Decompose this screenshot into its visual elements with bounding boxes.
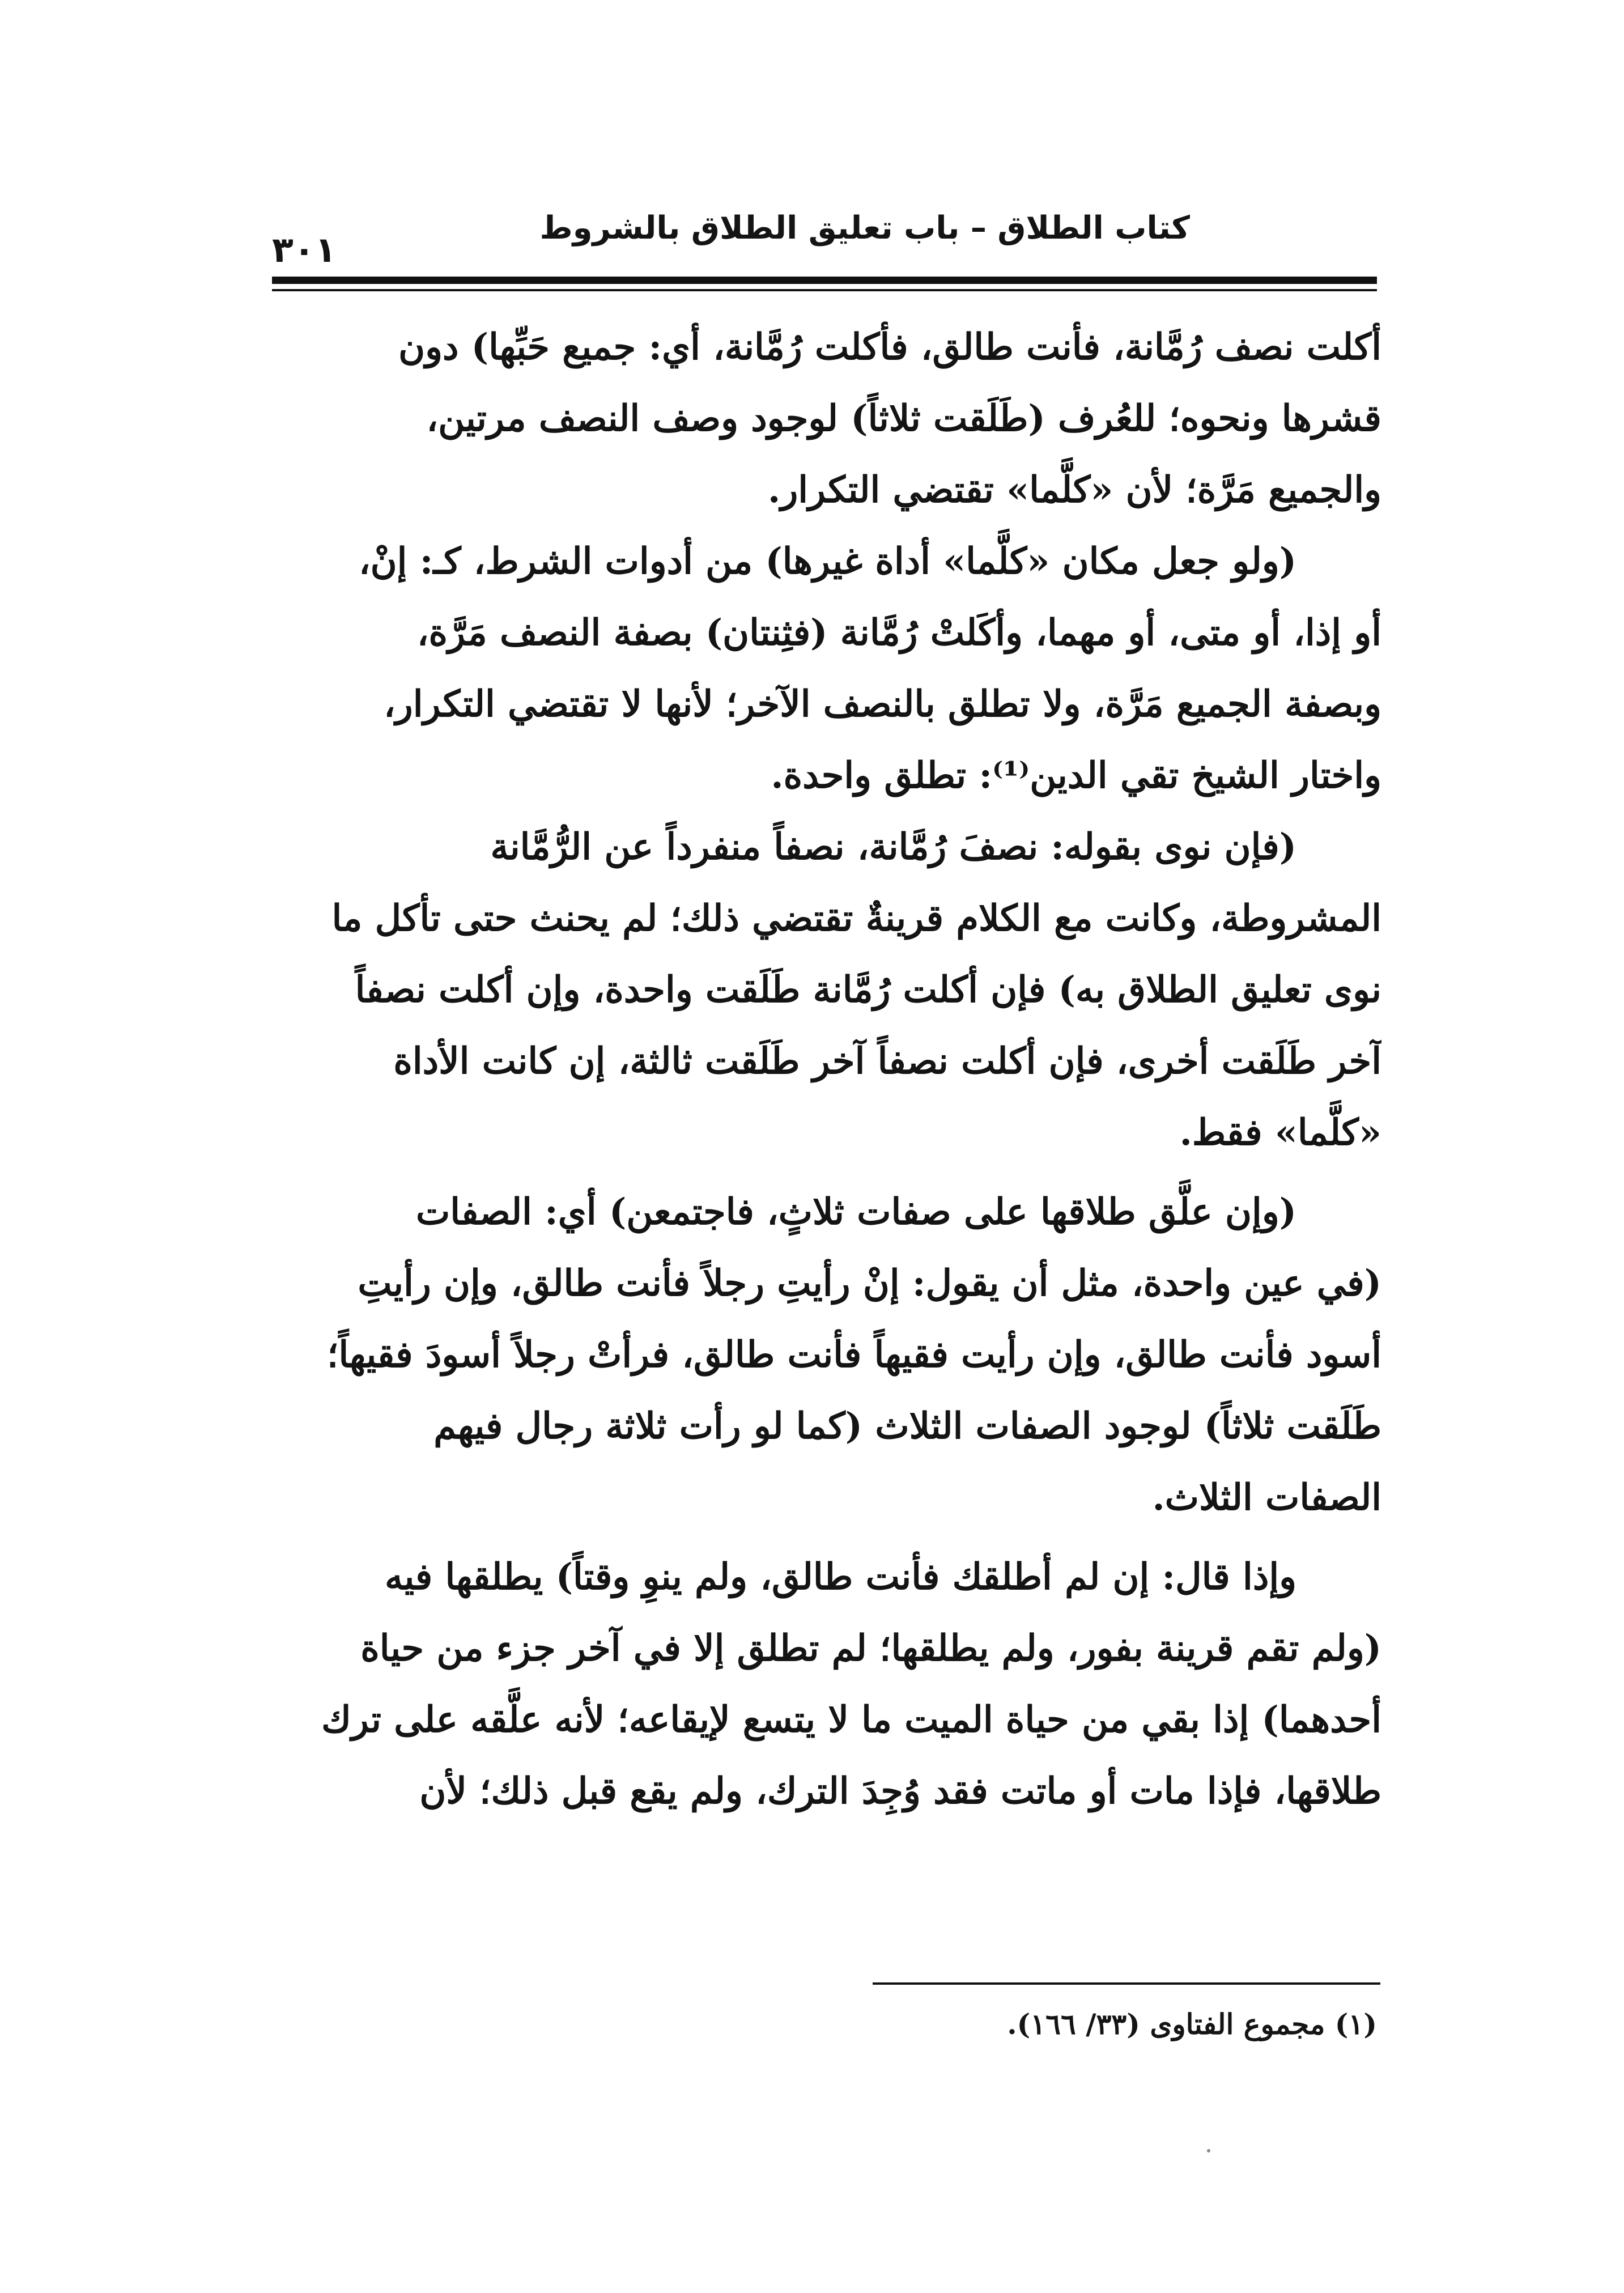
footnote: (١) مجموع الفتاوى (٣٣/ ١٦٦). bbox=[1007, 2007, 1377, 2041]
running-title: كتاب الطلاق – باب تعليق الطلاق بالشروط bbox=[539, 210, 1190, 247]
footnote-separator bbox=[873, 1982, 1380, 1985]
page-number: ٣٠١ bbox=[272, 229, 337, 270]
text-line: قشرها ونحوه؛ للعُرف (طَلَقت ثلاثاً) لوجود وصف النصف مرتين، bbox=[426, 397, 1381, 440]
text-line: الصفات الثلاث. bbox=[1152, 1476, 1381, 1519]
text-line: أحدهما) إذا بقي من حياة الميت ما لا يتسع لإيقاعه؛ لأنه علَّقه على ترك bbox=[321, 1698, 1381, 1741]
text-line: والجميع مَرَّة؛ لأن «كلَّما» تقتضي التكرار. bbox=[768, 469, 1381, 511]
header-rule-thick bbox=[272, 277, 1377, 284]
text-line: أكلت نصف رُمَّانة، فأنت طالق، فأكلت رُمَّانة، أي: جميع حَبِّها) دون bbox=[398, 326, 1381, 368]
text-line: وبصفة الجميع مَرَّة، ولا تطلق بالنصف الآخر؛ لأنها لا تقتضي التكرار، bbox=[384, 683, 1381, 725]
text-line: «كلَّما» فقط. bbox=[1179, 1111, 1381, 1154]
main-text bbox=[271, 312, 1381, 1827]
text-line: أو إذا، أو متى، أو مهما، وأكَلتْ رُمَّانة (فثِنتان) بصفة النصف مَرَّة، bbox=[416, 612, 1381, 654]
text-line: أسود فأنت طالق، وإن رأيت فقيهاً فأنت طالق، فرأتْ رجلاً أسودَ فقيهاً؛ bbox=[327, 1334, 1381, 1376]
text-line: (ولم تقم قرينة بفور، ولم يطلقها؛ لم تطلق إلا في آخر جزء من حياة bbox=[360, 1627, 1381, 1670]
text-line: نوى تعليق الطلاق به) فإن أكلت رُمَّانة طَلَقت واحدة، وإن أكلت نصفاً bbox=[355, 969, 1381, 1011]
text-line: واختار الشيخ تقي الدين⁽¹⁾: تطلق واحدة. bbox=[771, 754, 1381, 797]
text-line: (ولو جعل مكان «كلَّما» أداة غيرها) من أدوات الشرط، كـ: إنْ، bbox=[359, 540, 1296, 583]
text-line: (فإن نوى بقوله: نصفَ رُمَّانة، نصفاً منفرداً عن الرُّمَّانة bbox=[490, 826, 1296, 868]
scan-speck bbox=[1207, 2149, 1210, 2152]
header-rule-thin bbox=[272, 289, 1377, 291]
text-line: آخر طَلَقت أخرى، فإن أكلت نصفاً آخر طَلَقت ثالثة، إن كانت الأداة bbox=[393, 1040, 1381, 1082]
running-header bbox=[272, 204, 1377, 278]
text-line: (في عين واحدة، مثل أن يقول: إنْ رأيتِ رجلاً فأنت طالق، وإن رأيتِ bbox=[358, 1262, 1381, 1305]
text-line: طلاقها، فإذا مات أو ماتت فقد وُجِدَ الترك، ولم يقع قبل ذلك؛ لأن bbox=[419, 1770, 1381, 1812]
text-line: المشروطة، وكانت مع الكلام قرينةٌ تقتضي ذلك؛ لم يحنث حتى تأكل ما bbox=[331, 897, 1381, 940]
text-line: (وإن علَّق طلاقها على صفات ثلاثٍ، فاجتمعن) أي: الصفات bbox=[415, 1191, 1296, 1233]
text-line: طَلَقت ثلاثاً) لوجود الصفات الثلاث (كما لو رأت ثلاثة رجال فيهم bbox=[433, 1405, 1381, 1447]
text-line: وإذا قال: إن لم أطلقك فأنت طالق، ولم ينوِ وقتاً) يطلقها فيه bbox=[385, 1556, 1296, 1598]
